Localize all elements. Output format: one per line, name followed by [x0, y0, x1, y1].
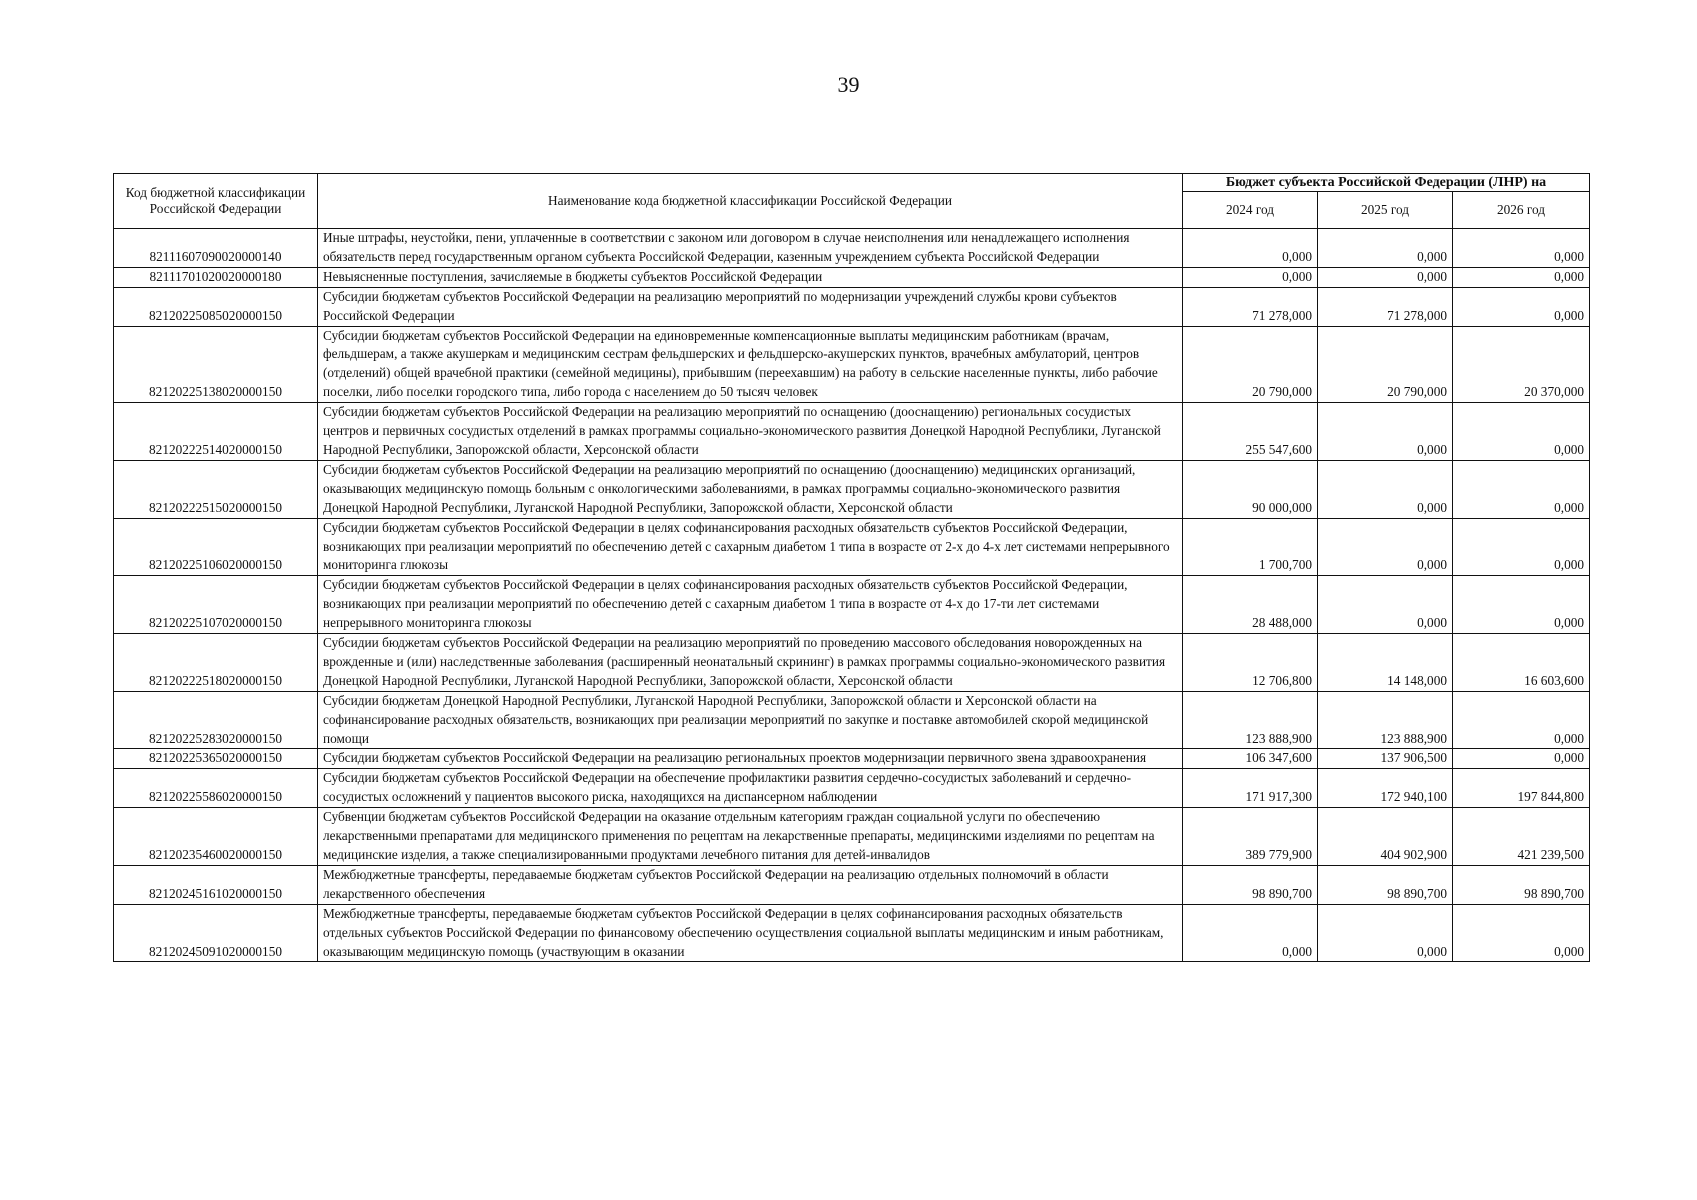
cell-name: Субсидии бюджетам субъектов Российской Федерации в целях софинансирования расходных обязательств субъектов Российской Федерации, возникающих при реализации мероприятий по обеспечению детей с сахарным диабетом 1 типа в возрасте от 4-х до 17-ти лет системами непрерывного мониторинга глюкозы [318, 576, 1183, 634]
cell-2025: 404 902,900 [1318, 808, 1453, 866]
cell-code: 82120225138020000150 [114, 326, 318, 403]
cell-2025: 71 278,000 [1318, 287, 1453, 326]
table-row [114, 904, 1590, 962]
cell-code: 82120225283020000150 [114, 691, 318, 749]
header-budget-group: Бюджет субъекта Российской Федерации (ЛНР) на [1183, 174, 1590, 192]
cell-2025: 0,000 [1318, 267, 1453, 287]
cell-2024: 1 700,700 [1183, 518, 1318, 576]
header-year-2024: 2024 год [1183, 192, 1318, 229]
cell-name: Субсидии бюджетам субъектов Российской Федерации на реализацию региональных проектов модернизации первичного звена здравоохранения [318, 749, 1183, 769]
cell-name: Субсидии бюджетам субъектов Российской Федерации на единовременные компенсационные выплаты медицинским работникам (врачам, фельдшерам, а также акушеркам и медицинским сестрам фельдшерских и фельдшерско-акушерских пунктов, врачебных амбулаторий, центров (отделений) общей врачебной практики (семейной медицины), прибывшим (переехавшим) на работу в сельские населенные пункты, либо рабочие поселки, либо поселки городского типа, либо города с населением до 50 тысяч человек [318, 326, 1183, 403]
cell-code: 82120225586020000150 [114, 769, 318, 808]
cell-name: Субсидии бюджетам Донецкой Народной Республики, Луганской Народной Республики, Запорожской области и Херсонской области на софинансирование расходных обязательств, возникающих при реализации мероприятий по закупке и поставке автомобилей скорой медицинской помощи [318, 691, 1183, 749]
cell-2024: 106 347,600 [1183, 749, 1318, 769]
cell-2024: 255 547,600 [1183, 403, 1318, 461]
cell-2026: 0,000 [1453, 403, 1590, 461]
cell-name: Субсидии бюджетам субъектов Российской Федерации на реализацию мероприятий по оснащению (дооснащению) медицинских организаций, оказывающих медицинскую помощь больным с онкологическими заболеваниями, в рамках программы социально-экономического развития Донецкой Народной Республики, Луганской Народной Республики, Запорожской области, Херсонской области [318, 460, 1183, 518]
cell-2026: 0,000 [1453, 287, 1590, 326]
cell-2026: 0,000 [1453, 904, 1590, 962]
cell-name: Субсидии бюджетам субъектов Российской Федерации в целях софинансирования расходных обязательств субъектов Российской Федерации, возникающих при реализации мероприятий по обеспечению детей с сахарным диабетом 1 типа в возрасте от 2-х до 4-х лет системами непрерывного мониторинга глюкозы [318, 518, 1183, 576]
cell-2024: 0,000 [1183, 229, 1318, 268]
table-row [114, 769, 1590, 808]
cell-2026: 0,000 [1453, 691, 1590, 749]
cell-2025: 0,000 [1318, 518, 1453, 576]
table-body [114, 229, 1590, 962]
table-row [114, 576, 1590, 634]
cell-2025: 98 890,700 [1318, 865, 1453, 904]
header-year-2025: 2025 год [1318, 192, 1453, 229]
cell-2026: 0,000 [1453, 229, 1590, 268]
cell-2025: 0,000 [1318, 229, 1453, 268]
cell-code: 82120225085020000150 [114, 287, 318, 326]
cell-name: Субсидии бюджетам субъектов Российской Федерации на обеспечение профилактики развития сердечно-сосудистых заболеваний и сердечно-сосудистых осложнений у пациентов высокого риска, находящихся на диспансерном наблюдении [318, 769, 1183, 808]
cell-2026: 197 844,800 [1453, 769, 1590, 808]
cell-2025: 0,000 [1318, 576, 1453, 634]
cell-code: 82120225106020000150 [114, 518, 318, 576]
cell-name: Субсидии бюджетам субъектов Российской Федерации на реализацию мероприятий по проведению массового обследования новорожденных на врожденные и (или) наследственные заболевания (расширенный неонатальный скрининг) в рамках программы социально-экономического развития Донецкой Народной Республики, Луганской Народной Республики, Запорожской области, Херсонской области [318, 634, 1183, 692]
cell-2024: 0,000 [1183, 904, 1318, 962]
cell-code: 82111701020020000180 [114, 267, 318, 287]
header-year-2026: 2026 год [1453, 192, 1590, 229]
cell-2025: 14 148,000 [1318, 634, 1453, 692]
table-row [114, 634, 1590, 692]
cell-2024: 98 890,700 [1183, 865, 1318, 904]
cell-2024: 171 917,300 [1183, 769, 1318, 808]
cell-2026: 0,000 [1453, 267, 1590, 287]
cell-2026: 0,000 [1453, 518, 1590, 576]
cell-2025: 172 940,100 [1318, 769, 1453, 808]
cell-2024: 71 278,000 [1183, 287, 1318, 326]
cell-2024: 389 779,900 [1183, 808, 1318, 866]
cell-2025: 0,000 [1318, 460, 1453, 518]
table-row [114, 808, 1590, 866]
cell-2024: 0,000 [1183, 267, 1318, 287]
cell-2026: 0,000 [1453, 576, 1590, 634]
table-row [114, 229, 1590, 268]
table-row [114, 287, 1590, 326]
cell-2026: 16 603,600 [1453, 634, 1590, 692]
cell-name: Субсидии бюджетам субъектов Российской Федерации на реализацию мероприятий по оснащению (дооснащению) региональных сосудистых центров и первичных сосудистых отделений в рамках программы социально-экономического развития Донецкой Народной Республики, Луганской Народной Республики, Запорожской области, Херсонской области [318, 403, 1183, 461]
cell-name: Субвенции бюджетам субъектов Российской Федерации на оказание отдельным категориям граждан социальной услуги по обеспечению лекарственными препаратами для медицинского применения по рецептам на лекарственные препараты, медицинскими изделиями по рецептам на медицинские изделия, а также специализированными продуктами лечебного питания для детей-инвалидов [318, 808, 1183, 866]
cell-2024: 12 706,800 [1183, 634, 1318, 692]
table-row [114, 749, 1590, 769]
cell-code: 82120222518020000150 [114, 634, 318, 692]
cell-2025: 20 790,000 [1318, 326, 1453, 403]
cell-2026: 20 370,000 [1453, 326, 1590, 403]
cell-code: 82120245091020000150 [114, 904, 318, 962]
table-row [114, 460, 1590, 518]
table-row [114, 865, 1590, 904]
cell-name: Субсидии бюджетам субъектов Российской Федерации на реализацию мероприятий по модернизации учреждений службы крови субъектов Российской Федерации [318, 287, 1183, 326]
cell-2024: 90 000,000 [1183, 460, 1318, 518]
cell-code: 82111607090020000140 [114, 229, 318, 268]
cell-2026: 0,000 [1453, 749, 1590, 769]
page-number: 39 [837, 72, 860, 97]
cell-name: Иные штрафы, неустойки, пени, уплаченные в соответствии с законом или договором в случае неисполнения или ненадлежащего исполнения обязательств перед государственным органом субъекта Российской Федерации, казенным учреждением субъекта Российской Федерации [318, 229, 1183, 268]
cell-code: 82120222514020000150 [114, 403, 318, 461]
cell-2026: 0,000 [1453, 460, 1590, 518]
budget-classification-table [113, 173, 1590, 962]
cell-name: Невыясненные поступления, зачисляемые в бюджеты субъектов Российской Федерации [318, 267, 1183, 287]
cell-2024: 123 888,900 [1183, 691, 1318, 749]
cell-code: 82120225365020000150 [114, 749, 318, 769]
cell-2024: 28 488,000 [1183, 576, 1318, 634]
table-row [114, 267, 1590, 287]
cell-2026: 98 890,700 [1453, 865, 1590, 904]
header-name: Наименование кода бюджетной классификации Российской Федерации [318, 174, 1183, 229]
cell-2025: 0,000 [1318, 403, 1453, 461]
table-row [114, 691, 1590, 749]
header-code: Код бюджетной классификации Российской Федерации [114, 174, 318, 229]
cell-2025: 123 888,900 [1318, 691, 1453, 749]
cell-2026: 421 239,500 [1453, 808, 1590, 866]
cell-2025: 0,000 [1318, 904, 1453, 962]
table-row [114, 518, 1590, 576]
cell-name: Межбюджетные трансферты, передаваемые бюджетам субъектов Российской Федерации в целях софинансирования расходных обязательств отдельных субъектов Российской Федерации по финансовому обеспечению осуществления социальной выплаты медицинским и иным работникам, оказывающим медицинскую помощь (участвующим в оказании [318, 904, 1183, 962]
table-row [114, 326, 1590, 403]
cell-code: 82120225107020000150 [114, 576, 318, 634]
cell-2024: 20 790,000 [1183, 326, 1318, 403]
cell-name: Межбюджетные трансферты, передаваемые бюджетам субъектов Российской Федерации на реализацию отдельных полномочий в области лекарственного обеспечения [318, 865, 1183, 904]
cell-code: 82120245161020000150 [114, 865, 318, 904]
cell-2025: 137 906,500 [1318, 749, 1453, 769]
table-row [114, 403, 1590, 461]
cell-code: 82120222515020000150 [114, 460, 318, 518]
cell-code: 82120235460020000150 [114, 808, 318, 866]
